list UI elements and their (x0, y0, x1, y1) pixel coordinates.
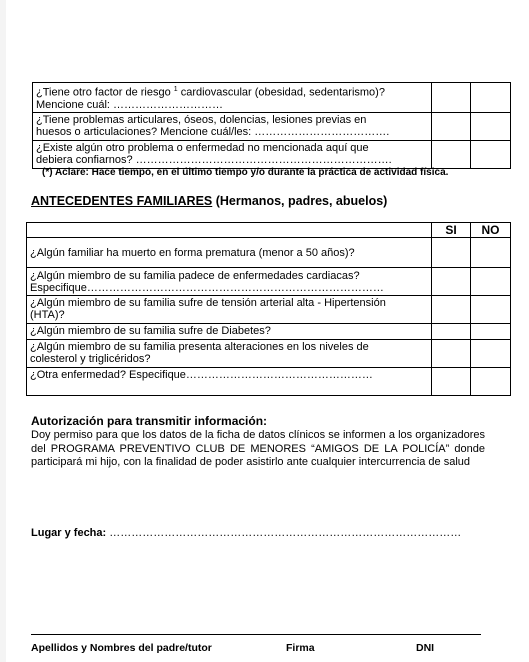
si-checkbox-cell[interactable] (432, 268, 471, 296)
family-section-title: ANTECEDENTES FAMILIARES (Hermanos, padres, abuelos) (31, 194, 388, 208)
question-cell: ¿Algún miembro de su familia presenta alteraciones en los niveles de colesterol y triglicéridos? (27, 340, 432, 368)
no-checkbox-cell[interactable] (471, 368, 511, 396)
no-checkbox-cell[interactable] (471, 268, 511, 296)
no-checkbox-cell[interactable] (471, 140, 511, 168)
si-checkbox-cell[interactable] (432, 140, 471, 168)
si-checkbox-cell[interactable] (432, 238, 471, 268)
column-header-no: NO (471, 223, 511, 238)
si-checkbox-cell[interactable] (432, 368, 471, 396)
authorization-text: Doy permiso para que los datos de la ficha de datos clínicos se informen a los organizadores del PROGRAMA PREVENTIVO CLUB DE MENORES “AMIGOS DE LA POLICÍA” donde participará mi hijo, con la finalidad de poder asistirlo ante cualquier intercurrencia de salud (31, 429, 485, 468)
no-checkbox-cell[interactable] (471, 324, 511, 340)
si-checkbox-cell[interactable] (432, 340, 471, 368)
place-date-label: Lugar y fecha: (31, 527, 107, 539)
header-blank-cell (27, 223, 432, 238)
signature-label: Firma (286, 642, 315, 654)
place-date-field[interactable] (31, 527, 461, 539)
family-history-table (26, 222, 511, 396)
risk-factors-table (32, 82, 511, 169)
authorization-title: Autorización para transmitir información: (31, 414, 268, 428)
question-cell: ¿Algún miembro de su familia sufre de tensión arterial alta - Hipertensión (HTA)? (27, 296, 432, 324)
question-cell: ¿Existe algún otro problema o enfermedad no mencionada aquí que debiera confiarnos? ……………………………………………………………. (33, 140, 432, 168)
no-checkbox-cell[interactable] (471, 340, 511, 368)
table-row (27, 296, 511, 324)
no-checkbox-cell[interactable] (471, 238, 511, 268)
dni-label: DNI (416, 642, 435, 654)
column-header-si: SI (432, 223, 471, 238)
no-checkbox-cell[interactable] (471, 296, 511, 324)
question-cell: ¿Otra enfermedad? Especifique…………………………………………… (27, 368, 432, 396)
si-checkbox-cell[interactable] (432, 324, 471, 340)
table-row (27, 324, 511, 340)
table-row (27, 238, 511, 268)
question-cell: ¿Tiene problemas articulares, óseos, dolencias, lesiones previas en huesos o articulaciones? Mencione cuál/les: ………………………………. (33, 112, 432, 140)
si-checkbox-cell[interactable] (432, 296, 471, 324)
table-header-row (27, 223, 511, 238)
table-row (27, 340, 511, 368)
table-row (33, 112, 511, 140)
table-row (33, 140, 511, 168)
question-cell: ¿Algún familiar ha muerto en forma prematura (menor a 50 años)? (27, 238, 432, 268)
place-date-dots: …………………………………………………………………………………… (106, 527, 462, 539)
guardian-name-label: Apellidos y Nombres del padre/tutor (31, 642, 212, 654)
table-row (27, 268, 511, 296)
question-cell: ¿Algún miembro de su familia sufre de Diabetes? (27, 324, 432, 340)
table-row (27, 368, 511, 396)
table-row (33, 83, 511, 113)
no-checkbox-cell[interactable] (471, 112, 511, 140)
question-cell: ¿Tiene otro factor de riesgo $^1$ cardiovascular (obesidad, sedentarismo)? Mencione cuál: ………………………… (33, 83, 432, 113)
question-cell: ¿Algún miembro de su familia padece de enfermedades cardiacas? Especifique……………………………………………………………………… (27, 268, 432, 296)
no-checkbox-cell[interactable] (471, 83, 511, 113)
footnote: (*) Aclare: Hace tiempo, en el último tiempo y/o durante la práctica de actividad física. (42, 167, 449, 178)
si-checkbox-cell[interactable] (432, 83, 471, 113)
page-edge-shadow (0, 0, 6, 662)
si-checkbox-cell[interactable] (432, 112, 471, 140)
signature-line (31, 634, 481, 635)
